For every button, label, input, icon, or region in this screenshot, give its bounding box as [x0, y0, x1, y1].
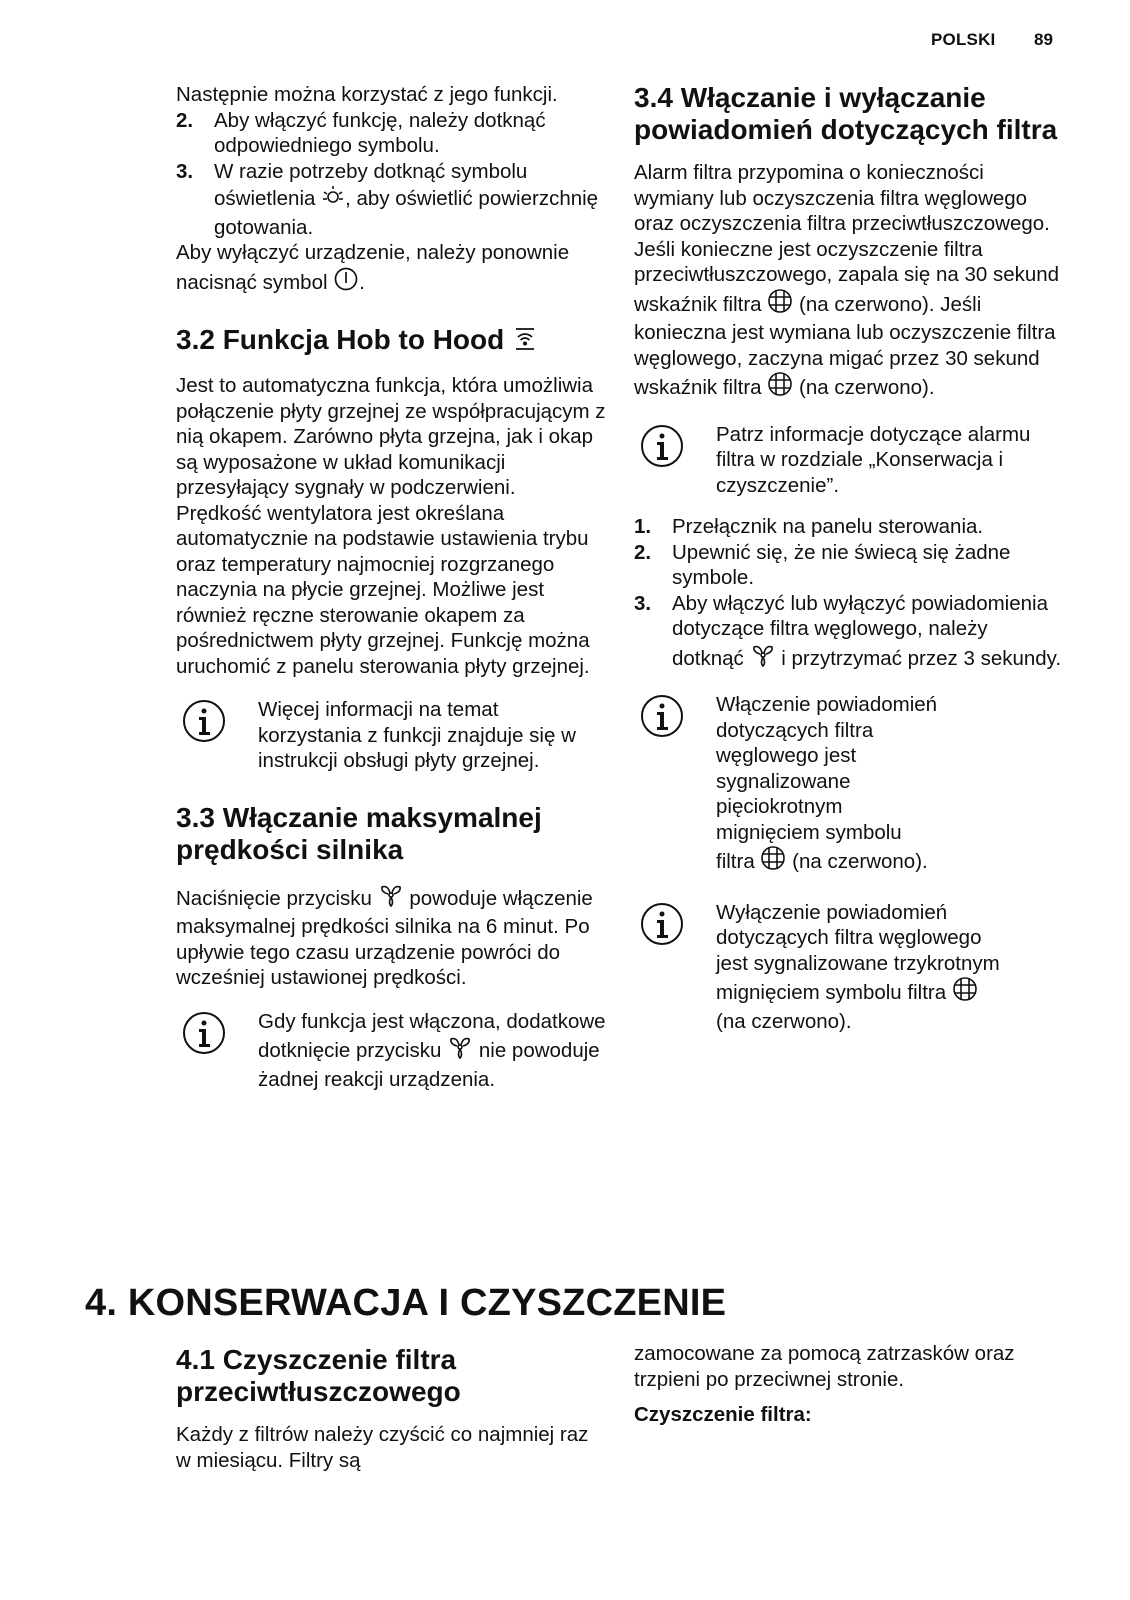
section-4-1-title: 4.1 Czyszczenie filtra przeciwtłuszczowego: [176, 1344, 461, 1407]
info-note: [634, 422, 1064, 499]
hob-to-hood-icon: [512, 326, 538, 359]
page-number: 89: [1034, 30, 1053, 49]
step-number: 3.: [634, 591, 652, 615]
body-text-a: Alarm filtra przypomina o konieczności wymiany lub oczyszczenia filtra węglowego oraz oczyszczenia filtra przeciwtłuszczowego. Jeśli konieczne jest oczyszczenie filtra przeciwtłuszczowego, zapala się na 30 sekund wskaźnik filtra: [634, 161, 1060, 316]
off-text-b: .: [359, 270, 365, 294]
section-4-1: [176, 1344, 606, 1473]
info-note: [634, 692, 1064, 878]
list-item: [176, 108, 606, 159]
fan-icon: [447, 1034, 473, 1067]
step-text: Upewnić się, że nie świecą się żadne symbole.: [672, 540, 1011, 589]
fan-icon: [750, 642, 776, 675]
info-icon: [182, 1011, 226, 1055]
filter-grid-icon: [767, 288, 793, 321]
list-item: [634, 514, 1064, 540]
step-text: Aby włączyć funkcję, należy dotknąć odpowiedniego symbolu.: [214, 108, 546, 157]
info-text: [716, 692, 1064, 878]
info-text-b: nie powoduje żadnej reakcji urządzenia.: [258, 1039, 600, 1091]
off-text-a: Aby wyłączyć urządzenie, należy ponownie nacisnąć symbol: [176, 241, 570, 294]
section-4-1-body: Każdy z filtrów należy czyścić co najmniej raz w miesiącu. Filtry są: [176, 1423, 589, 1472]
info-note: [176, 1009, 606, 1093]
info-icon: [182, 699, 226, 743]
info-text-b: (na czerwono).: [716, 1009, 852, 1033]
cleaning-subheading: Czyszczenie filtra:: [634, 1403, 812, 1426]
step-text-cont: i przytrzymać przez 3 sekundy.: [781, 646, 1062, 670]
body-text-b: powoduje włączenie maksymalnej prędkości silnika na 6 minut. Po upływie tego czasu urządzenie powróci do wcześniej ustawionej prędkości.: [176, 886, 593, 989]
info-text: [258, 1009, 606, 1093]
step-number: 1.: [634, 515, 652, 538]
info-text-b: (na czerwono).: [792, 850, 928, 873]
body-text-a: Naciśnięcie przycisku: [176, 886, 372, 910]
info-icon: [640, 694, 684, 738]
right-steps-list: [634, 514, 1064, 674]
step-text: W razie potrzeby dotknąć symbolu oświetlenia: [214, 159, 528, 210]
section-3-2-title: [176, 324, 606, 359]
info-text-a: Gdy funkcja jest włączona, dodatkowe dotknięcie przycisku: [258, 1009, 606, 1062]
step-number: 3.: [176, 159, 194, 183]
right-column: [634, 82, 1064, 1034]
info-note: [176, 697, 606, 774]
step-text: Aby włączyć lub wyłączyć powiadomienia dotyczące filtra węglowego, należy dotknąć: [672, 591, 1048, 670]
filter-grid-icon: [760, 845, 786, 878]
list-item: [176, 159, 606, 241]
info-text: [716, 900, 1064, 1035]
left-column: [176, 82, 606, 1092]
section-title-text: 3.2 Funkcja Hob to Hood: [176, 324, 505, 355]
info-icon: [640, 902, 684, 946]
chapter-4-title: 4. KONSERWACJA I CZYSZCZENIE: [85, 1282, 727, 1324]
fan-icon: [378, 882, 404, 915]
section-3-4-title: 3.4 Włączanie i wyłączanie powiadomień dotyczących filtra: [634, 82, 1058, 145]
power-icon: [333, 266, 359, 299]
intro-text: Następnie można korzystać z jego funkcji.: [176, 83, 558, 106]
step-number: 2.: [634, 540, 652, 564]
info-icon: [640, 424, 684, 468]
info-text-a: Wyłączenie powiadomień dotyczących filtra węglowego jest sygnalizowane trzykrotnym mignięciem symbolu filtra: [716, 900, 1000, 1004]
body-text-b: (na czerwono). Jeśli konieczna jest wymiana lub oczyszczenie filtra węglowego, zaczyna migać przez 30 sekund wskaźnik filtra: [634, 292, 1056, 399]
light-icon: [321, 184, 345, 215]
left-steps-list: [176, 108, 606, 241]
section-3-2-body: Jest to automatyczna funkcja, która umożliwia połączenie płyty grzejnej ze współpracującym z nią okapem. Zarówno płyta grzejna, jak i okap są wyposażone w układ komunikacji przesyłający sygnały w podczerwieni. Prędkość wentylatora jest określana automatycznie na podstawie ustawienia trybu oraz temperatury najmocniej rozgrzanego naczynia na płycie grzejnej. Możliwe jest również ręczne sterowanie okapem za pośrednictwem płyty grzejnej. Funkcję można uruchomić z panelu sterowania płyty grzejnej.: [176, 374, 606, 678]
language-label: POLSKI: [931, 30, 996, 49]
list-item: [634, 540, 1064, 591]
section-3-3-title: 3.3 Włączanie maksymalnej prędkości silnika: [176, 801, 542, 865]
off-text: [176, 240, 606, 298]
info-text: Więcej informacji na temat korzystania z funkcji znajduje się w instrukcji obsługi płyty grzejnej.: [258, 698, 576, 772]
info-text-a: Włączenie powiadomień dotyczących filtra węglowego jest sygnalizowane pięciokrotnym mignięciem symbolu filtra: [716, 693, 938, 873]
list-item: [634, 591, 1064, 675]
info-text: Patrz informacje dotyczące alarmu filtra w rozdziale „Konserwacja i czyszczenie”.: [716, 422, 1031, 497]
step-text: Przełącznik na panelu sterowania.: [672, 515, 984, 538]
section-4-1-right-body: zamocowane za pomocą zatrzasków oraz trzpieni po przeciwnej stronie.: [634, 1342, 1015, 1391]
section-3-4-body: [634, 160, 1064, 404]
section-3-3-body: [176, 882, 606, 991]
body-text-c: (na czerwono).: [799, 376, 935, 399]
section-4-1-right: [634, 1341, 1064, 1428]
step-number: 2.: [176, 108, 194, 132]
step-text-cont: , aby oświetlić powierzchnię gotowania.: [214, 187, 599, 239]
info-note: [634, 900, 1064, 1035]
filter-grid-icon: [952, 976, 978, 1009]
filter-grid-icon: [767, 371, 793, 404]
